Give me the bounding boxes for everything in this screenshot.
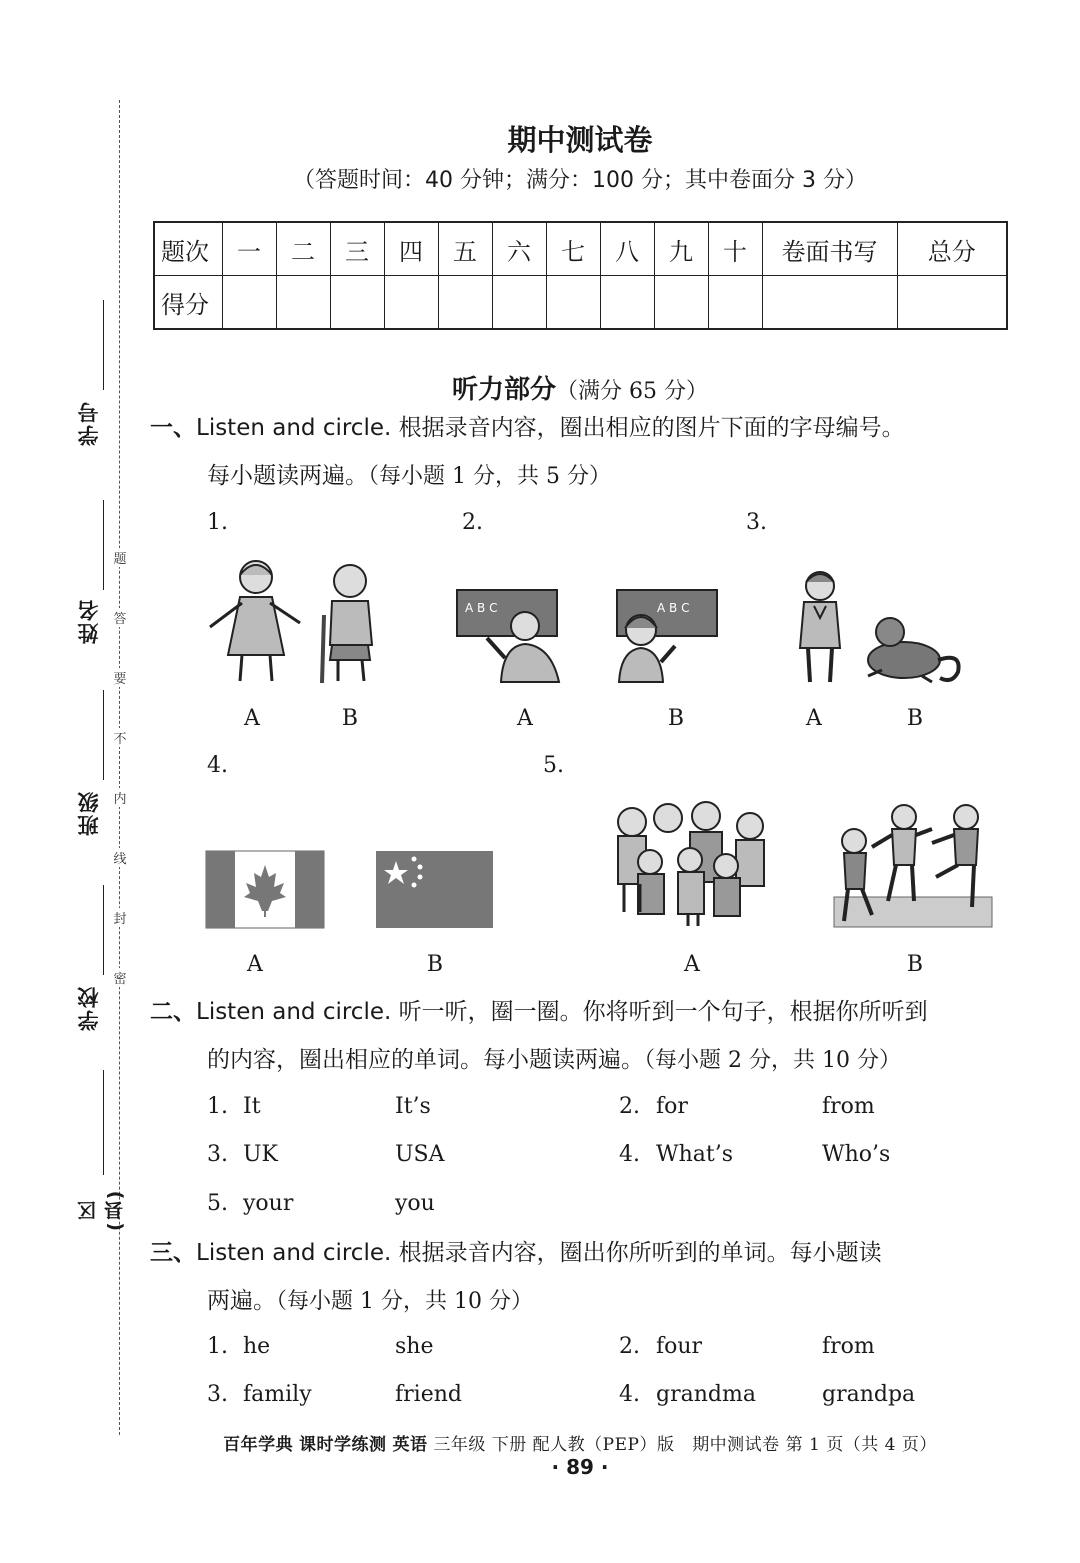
page-number: · 89 · (551, 1455, 609, 1479)
score-header-row (154, 222, 1007, 276)
score-cell[interactable] (546, 276, 600, 330)
option-label-a[interactable]: A (806, 706, 822, 731)
score-cell[interactable] (438, 276, 492, 330)
score-header-cell: 九 (654, 222, 708, 276)
male-teacher-picture[interactable] (455, 588, 565, 684)
footer-grade: 三年级 (433, 1435, 486, 1455)
score-header-cell: 六 (492, 222, 546, 276)
word-option[interactable]: from (822, 1094, 875, 1119)
seal-char: 内 (113, 788, 127, 807)
listening-part-points: （满分 65 分） (556, 379, 708, 404)
footer-volume: 下册 (491, 1435, 527, 1455)
word-option[interactable]: four (656, 1334, 703, 1359)
word-option[interactable]: your (243, 1191, 294, 1216)
seal-char: 不 (113, 728, 127, 747)
word-option[interactable]: grandma (656, 1382, 756, 1407)
item-number: 2. (619, 1334, 640, 1359)
score-cell[interactable] (222, 276, 276, 330)
class-line (103, 690, 104, 780)
word-option[interactable]: grandpa (822, 1382, 916, 1407)
section-1-number: 一、 (150, 415, 196, 441)
seal-char: 封 (113, 908, 127, 927)
district-line (103, 1070, 104, 1175)
section-3-instructions (150, 1229, 1020, 1326)
word-option[interactable]: Who’s (822, 1142, 891, 1167)
section-2-instruction: Listen and circle. 听一听，圈一圈。你将听到一个句子，根据你所听到 (196, 999, 928, 1025)
score-header-cell: 五 (438, 222, 492, 276)
question-number: 4. (207, 753, 228, 778)
option-label-a[interactable]: A (517, 706, 533, 731)
footer-paper: 期中测试卷 (692, 1435, 780, 1455)
score-row-label: 得分 (154, 276, 222, 330)
score-cell[interactable] (330, 276, 384, 330)
name-line (103, 500, 104, 590)
option-label-a[interactable]: A (684, 952, 700, 977)
option-label-b[interactable]: B (906, 706, 924, 731)
score-cell[interactable] (654, 276, 708, 330)
option-label-a[interactable]: A (247, 952, 263, 977)
seal-char: 线 (113, 848, 127, 867)
word-option[interactable]: from (822, 1334, 875, 1359)
district-label: 区(县) (77, 1188, 126, 1232)
section-3-number: 三、 (150, 1240, 196, 1266)
item-number: 1. (207, 1094, 228, 1119)
score-header-cell: 总分 (897, 222, 1007, 276)
score-header-cell: 八 (600, 222, 654, 276)
footer-edition: 配人教（PEP）版 (532, 1435, 675, 1455)
section-3-instruction: Listen and circle. 根据录音内容，圈出你所听到的单词。每小题读 (196, 1240, 882, 1266)
option-label-b[interactable]: B (426, 952, 444, 977)
item-number: 3. (207, 1382, 228, 1407)
listening-part-header (0, 369, 1080, 406)
score-header-cell: 一 (222, 222, 276, 276)
section-2-points: （每小题 2 分，共 10 分） (644, 1048, 901, 1073)
score-header-cell: 七 (546, 222, 600, 276)
word-option[interactable]: It (243, 1094, 261, 1119)
canada-flag-picture[interactable] (206, 851, 324, 928)
china-flag-picture[interactable] (376, 851, 493, 928)
girl-picture[interactable] (790, 568, 850, 686)
footer-series: 课时学练测 (299, 1435, 387, 1455)
question-number: 2. (462, 510, 483, 535)
question-number: 5. (543, 753, 564, 778)
score-cell[interactable] (897, 276, 1007, 330)
score-cell[interactable] (600, 276, 654, 330)
question-number: 1. (207, 510, 228, 535)
score-header-cell: 十 (708, 222, 762, 276)
section-3-instruction-cont: 两遍。 (207, 1288, 276, 1314)
monkey-picture[interactable] (862, 608, 967, 686)
item-number: 3. (207, 1142, 228, 1167)
grandma-picture[interactable] (200, 555, 310, 685)
section-2-number: 二、 (150, 999, 196, 1025)
score-header-cell: 三 (330, 222, 384, 276)
option-label-b[interactable]: B (341, 706, 359, 731)
word-option[interactable]: friend (395, 1382, 462, 1407)
option-label-a[interactable]: A (244, 706, 260, 731)
seal-char: 题 (113, 548, 127, 567)
blackboard-text: A B C (657, 601, 690, 615)
footer-subject: 英语 (392, 1435, 428, 1455)
word-option[interactable]: she (395, 1334, 434, 1359)
item-number: 4. (619, 1382, 640, 1407)
score-cell[interactable] (708, 276, 762, 330)
student-id-label: 学号 (77, 400, 101, 446)
page-title: 期中测试卷 (507, 123, 653, 157)
section-2-instructions (150, 988, 1020, 1085)
score-header-cell: 卷面书写 (762, 222, 897, 276)
section-3-points: （每小题 1 分，共 10 分） (276, 1289, 533, 1314)
class-label: 班级 (77, 790, 101, 836)
word-option[interactable]: family (243, 1382, 312, 1407)
school-line (103, 885, 104, 975)
score-header-cell: 题次 (154, 222, 222, 276)
word-option[interactable]: What’s (656, 1142, 734, 1167)
option-label-b[interactable]: B (906, 952, 924, 977)
name-label: 姓名 (77, 598, 101, 644)
item-number: 4. (619, 1142, 640, 1167)
female-student-picture[interactable] (615, 588, 720, 684)
grandpa-picture[interactable] (312, 555, 387, 685)
footer-page-info: 第 1 页（共 4 页） (785, 1435, 937, 1455)
score-header-cell: 二 (276, 222, 330, 276)
cut-line (119, 100, 120, 1435)
family-picture[interactable] (610, 800, 772, 928)
question-number: 3. (746, 510, 767, 535)
section-1-instruction: Listen and circle. 根据录音内容，圈出相应的图片下面的字母编号。 (196, 415, 905, 441)
item-number: 5. (207, 1191, 228, 1216)
score-value-row (154, 276, 1007, 330)
word-option[interactable]: you (395, 1191, 435, 1216)
friends-picture[interactable] (832, 803, 994, 929)
exam-info: （答题时间：40 分钟；满分：100 分；其中卷面分 3 分） (293, 168, 867, 193)
seal-char: 要 (113, 668, 127, 687)
blackboard-text: A B C (465, 601, 498, 615)
score-cell[interactable] (762, 276, 897, 330)
option-label-b[interactable]: B (667, 706, 685, 731)
seal-char: 密 (113, 968, 127, 987)
word-option[interactable]: for (656, 1094, 688, 1119)
item-number: 1. (207, 1334, 228, 1359)
listening-part-title: 听力部分 (452, 375, 557, 405)
page-footer (0, 1430, 1080, 1455)
word-option[interactable]: USA (395, 1142, 445, 1167)
section-1-instructions (150, 404, 1020, 501)
score-cell[interactable] (492, 276, 546, 330)
footer-brand: 百年学典 (223, 1435, 294, 1455)
school-label: 学校 (77, 985, 101, 1031)
seal-char: 答 (113, 608, 127, 627)
word-option[interactable]: he (243, 1334, 271, 1359)
score-table (153, 221, 1008, 330)
word-option[interactable]: UK (243, 1142, 278, 1167)
section-1-instruction-cont: 每小题读两遍。 (207, 463, 368, 489)
section-2-instruction-cont: 的内容，圈出相应的单词。每小题读两遍。 (207, 1047, 644, 1073)
score-header-cell: 四 (384, 222, 438, 276)
item-number: 2. (619, 1094, 640, 1119)
score-cell[interactable] (384, 276, 438, 330)
section-1-points: （每小题 1 分，共 5 分） (368, 464, 611, 489)
score-cell[interactable] (276, 276, 330, 330)
word-option[interactable]: It’s (395, 1094, 431, 1119)
